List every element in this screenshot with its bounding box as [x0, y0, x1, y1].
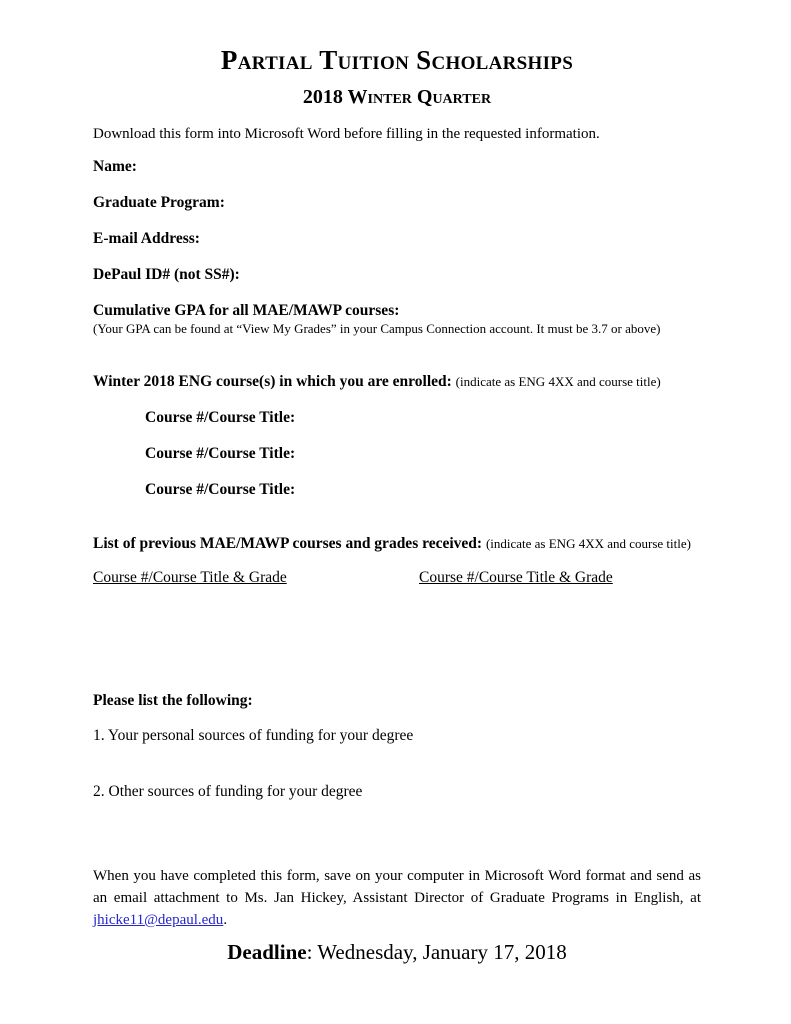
- page-title: Partial Tuition Scholarships: [220, 45, 574, 75]
- deadline-line: [93, 940, 701, 964]
- enrolled-heading-label: Winter 2018 ENG course(s) in which you are enrolled:: [93, 373, 452, 390]
- funding-item-1: 1. Your personal sources of funding for your degree: [93, 727, 414, 744]
- deadline-value: : Wednesday, January 17, 2018: [306, 940, 567, 964]
- graduate-program-field-label: Graduate Program:: [93, 194, 225, 211]
- enrolled-section-heading: [93, 373, 701, 391]
- funding-item-2: 2. Other sources of funding for your degree: [93, 783, 363, 800]
- previous-courses-column-headers: [93, 569, 701, 587]
- column-header-right: Course #/Course Title & Grade: [419, 569, 613, 586]
- course-title-line-1: Course #/Course Title:: [145, 409, 296, 426]
- previous-section-heading: [93, 535, 701, 553]
- previous-heading-hint: (indicate as ENG 4XX and course title): [485, 536, 691, 551]
- name-field-label: Name:: [93, 158, 137, 175]
- gpa-note: (Your GPA can be found at “View My Grades” in your Campus Connection account. It must be 3.7 or above): [93, 321, 661, 336]
- email-field-label: E-mail Address:: [93, 230, 200, 247]
- deadline-label: Deadline: [227, 940, 307, 964]
- column-header-left: Course #/Course Title & Grade: [93, 569, 287, 586]
- footer-instructions-period: .: [223, 912, 228, 928]
- footer-instructions: [93, 865, 701, 931]
- depaul-id-field-label: DePaul ID# (not SS#):: [93, 266, 240, 283]
- course-title-line-2: Course #/Course Title:: [145, 445, 296, 462]
- course-title-line-3: Course #/Course Title:: [145, 481, 296, 498]
- footer-instructions-text: When you have completed this form, save on your computer in Microsoft Word format and send as an email attachment to Ms. Jan Hickey, Assistant Director of Graduate Programs in English, at: [93, 868, 701, 906]
- page-subtitle: 2018 Winter Quarter: [302, 86, 492, 108]
- email-link[interactable]: jhicke11@depaul.edu: [93, 912, 224, 928]
- enrolled-heading-hint: (indicate as ENG 4XX and course title): [455, 374, 661, 389]
- previous-heading-label: List of previous MAE/MAWP courses and grades received:: [93, 535, 483, 552]
- intro-text: Download this form into Microsoft Word before filling in the requested information.: [93, 126, 600, 142]
- gpa-field-label: Cumulative GPA for all MAE/MAWP courses:: [93, 302, 400, 319]
- funding-section-heading: Please list the following:: [93, 692, 253, 709]
